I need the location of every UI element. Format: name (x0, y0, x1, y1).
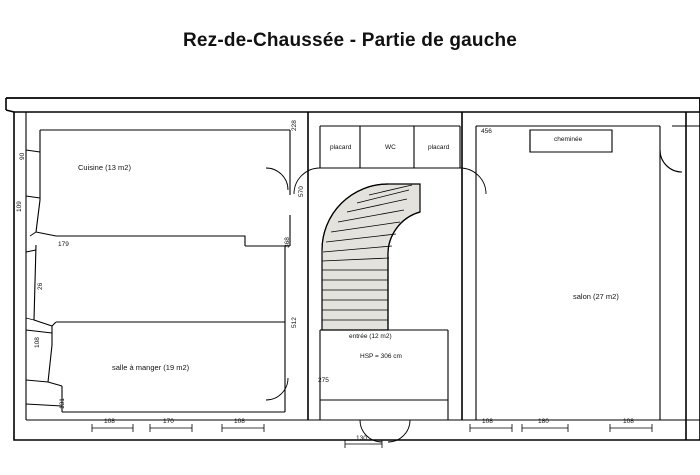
room-label-dining: salle à manger (19 m2) (112, 363, 190, 372)
label-ceiling-height: entrée (12 m2) (349, 333, 392, 340)
dim-left-90: 90 (19, 152, 26, 160)
kitchen-left-fixture (26, 150, 40, 236)
dimension-lines-bottom (92, 424, 652, 448)
dim-left-26: 26 (37, 282, 44, 290)
page-title: Rez-de-Chaussée - Partie de gauche (182, 30, 518, 51)
entrance-door-arcs (360, 420, 410, 442)
dim-mid-570: 570 (298, 186, 305, 197)
dim-left-109: 109 (16, 201, 23, 212)
room-label-entrance: HSP = 306 cm (360, 353, 402, 360)
room-label-living: salon (27 m2) (573, 292, 619, 301)
dim-bottom-108a: 108 (104, 418, 115, 425)
room-label-wc: WC (385, 144, 396, 151)
staircase (322, 184, 420, 330)
dim-top-228: 228 (291, 120, 298, 131)
kitchen-walls (36, 130, 290, 246)
dim-top-456: 456 (481, 128, 492, 135)
dim-bottom-170: 170 (163, 418, 174, 425)
room-label-closet-left: placard (330, 144, 352, 151)
room-label-kitchen: Cuisine (13 m2) (78, 163, 131, 172)
dim-left-179: 179 (58, 241, 69, 248)
dining-left-fixtures (26, 250, 62, 406)
dim-bottom-108b: 108 (234, 418, 245, 425)
dim-mid-512: 512 (291, 317, 298, 328)
dim-left-108: 108 (34, 337, 41, 348)
living-room-walls (476, 126, 700, 420)
dim-mid-368: 368 (284, 237, 291, 248)
room-label-chimney: cheminée (554, 136, 583, 143)
dim-bottom-130: 130 (356, 435, 367, 442)
dim-bottom-108d: 108 (623, 418, 634, 425)
dim-bottom-108c: 108 (482, 418, 493, 425)
room-label-closet-right: placard (428, 144, 450, 151)
dim-mid-275: 275 (318, 377, 329, 384)
right-exterior-wall (686, 98, 700, 440)
dining-walls (34, 245, 285, 412)
dim-bottom-180: 180 (538, 418, 549, 425)
dim-left-131: 131 (59, 398, 66, 409)
